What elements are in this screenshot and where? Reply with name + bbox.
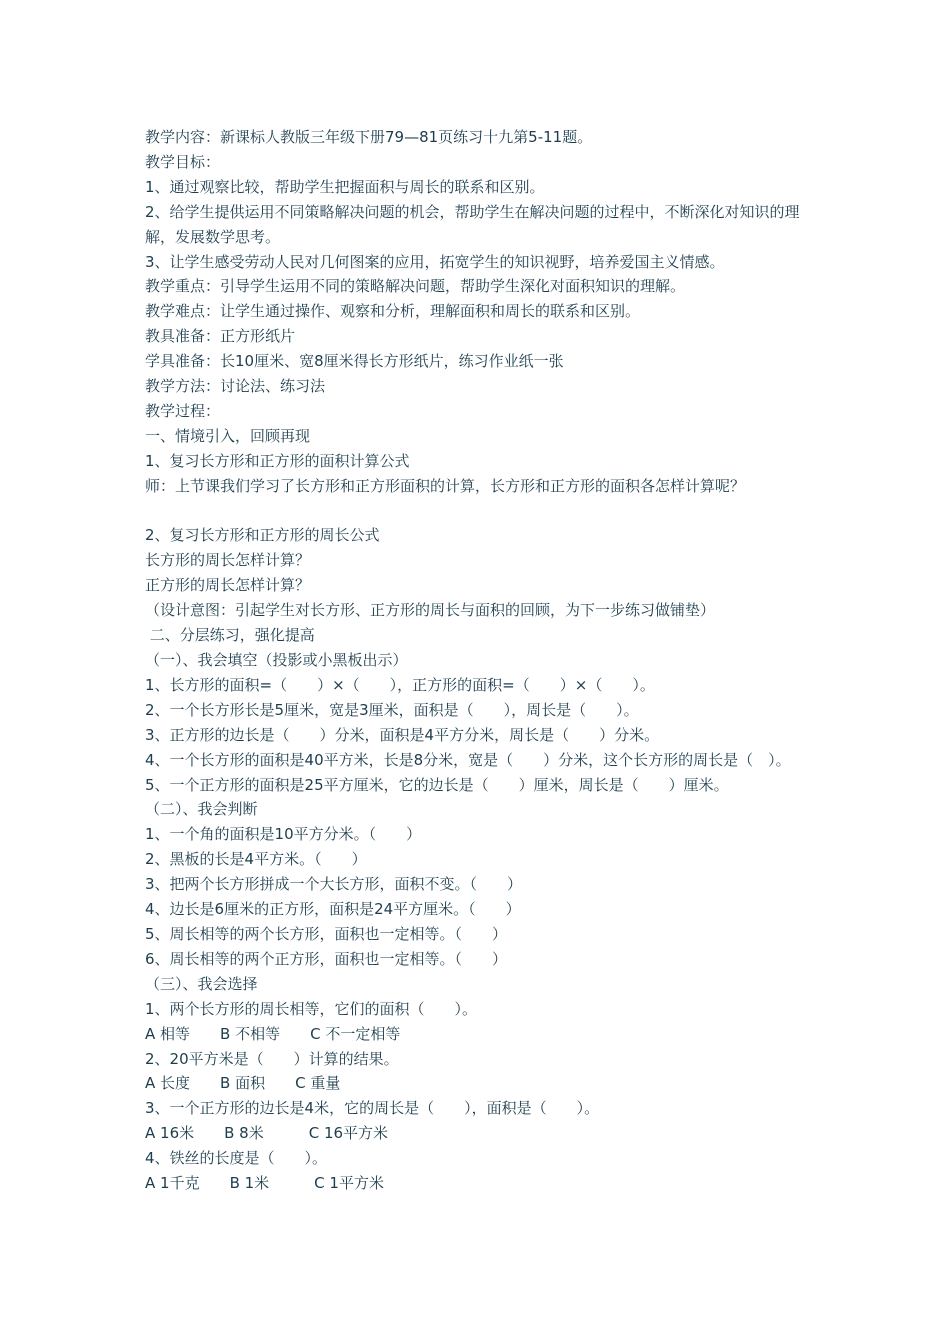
section-heading: 二、分层练习，强化提高 [145, 626, 315, 645]
exercise-item: 4、一个长方形的面积是40平方米，长是8分米，宽是（ ）分米，这个长方形的周长是（ ）。 [145, 750, 791, 769]
exercise-item: 5、周长相等的两个长方形，面积也一定相等。（ ） [145, 924, 508, 943]
text-line: 教具准备：正方形纸片 [145, 327, 296, 346]
text-line: 教学方法：讨论法、练习法 [145, 377, 326, 396]
exercise-item: 4、铁丝的长度是（ ）。 [145, 1149, 328, 1168]
answer-options: A 16米 B 8米 C 16平方米 [145, 1124, 389, 1143]
text-line: 教学内容：新课标人教版三年级下册79—81页练习十九第5-11题。 [145, 128, 593, 146]
exercise-item: 1、一个角的面积是10平方分米。（ ） [145, 825, 422, 844]
exercise-item: 5、一个正方形的面积是25平方厘米，它的边长是（ ）厘米，周长是（ ）厘米。 [145, 775, 729, 794]
exercise-item: 1、长方形的面积=（ ）×（ ），正方形的面积=（ ）×（ ）。 [145, 675, 655, 694]
subsection-heading: （三）、我会选择 [145, 974, 258, 993]
text-line: 教学重点：引导学生运用不同的策略解决问题，帮助学生深化对面积知识的理解。 [145, 277, 686, 296]
text-line: 2、复习长方形和正方形的周长公式 [145, 526, 380, 545]
text-line: 1、复习长方形和正方形的面积计算公式 [145, 451, 410, 470]
answer-options: A 相等 B 不相等 C 不一定相等 [145, 1024, 401, 1043]
text-line: 师：上节课我们学习了长方形和正方形面积的计算，长方形和正方形的面积各怎样计算呢？ [145, 476, 746, 495]
section-heading: 一、情境引入，回顾再现 [145, 426, 311, 445]
exercise-item: 3、把两个长方形拼成一个大长方形，面积不变。（ ） [145, 875, 523, 894]
blank-line [145, 499, 825, 524]
text-line: 教学过程： [145, 401, 221, 420]
text-line: 教学难点：让学生通过操作、观察和分析，理解面积和周长的联系和区别。 [145, 302, 641, 321]
subsection-heading: （二）、我会判断 [145, 800, 258, 819]
text-line: 学具准备：长10厘米、宽8厘米得长方形纸片，练习作业纸一张 [145, 352, 564, 371]
text-line: 2、给学生提供运用不同策略解决问题的机会，帮助学生在解决问题的过程中，不断深化对知识的理解，发展数学思考。 [145, 202, 800, 246]
exercise-item: 4、边长是6厘米的正方形，面积是24平方厘米。（ ） [145, 900, 521, 919]
exercise-item: 3、一个正方形的边长是4米，它的周长是（ ），面积是（ ）。 [145, 1099, 600, 1118]
exercise-item: 2、黑板的长是4平方米。（ ） [145, 850, 367, 869]
text-line: 正方形的周长怎样计算？ [145, 576, 311, 595]
text-line: 3、让学生感受劳动人民对几何图案的应用，拓宽学生的知识视野，培养爱国主义情感。 [145, 252, 725, 271]
text-line: （设计意图：引起学生对长方形、正方形的周长与面积的回顾，为下一步练习做铺垫） [145, 601, 716, 620]
text-line: 教学目标： [145, 152, 221, 171]
exercise-item: 3、正方形的边长是（ ）分米，面积是4平方分米，周长是（ ）分米。 [145, 725, 660, 744]
text-line: 长方形的周长怎样计算？ [145, 551, 311, 570]
subsection-heading: （一）、我会填空（投影或小黑板出示） [145, 651, 408, 670]
answer-options: A 1千克 B 1米 C 1平方米 [145, 1174, 384, 1193]
exercise-item: 2、一个长方形长是5厘米，宽是3厘米，面积是（ ），周长是（ ）。 [145, 700, 639, 719]
document-body [145, 125, 825, 1196]
answer-options: A 长度 B 面积 C 重量 [145, 1074, 341, 1093]
exercise-item: 6、周长相等的两个正方形，面积也一定相等。（ ） [145, 949, 508, 968]
text-line: 1、通过观察比较，帮助学生把握面积与周长的联系和区别。 [145, 177, 545, 196]
exercise-item: 1、两个长方形的周长相等，它们的面积（ ）。 [145, 999, 478, 1018]
exercise-item: 2、20平方米是（ ）计算的结果。 [145, 1049, 399, 1068]
